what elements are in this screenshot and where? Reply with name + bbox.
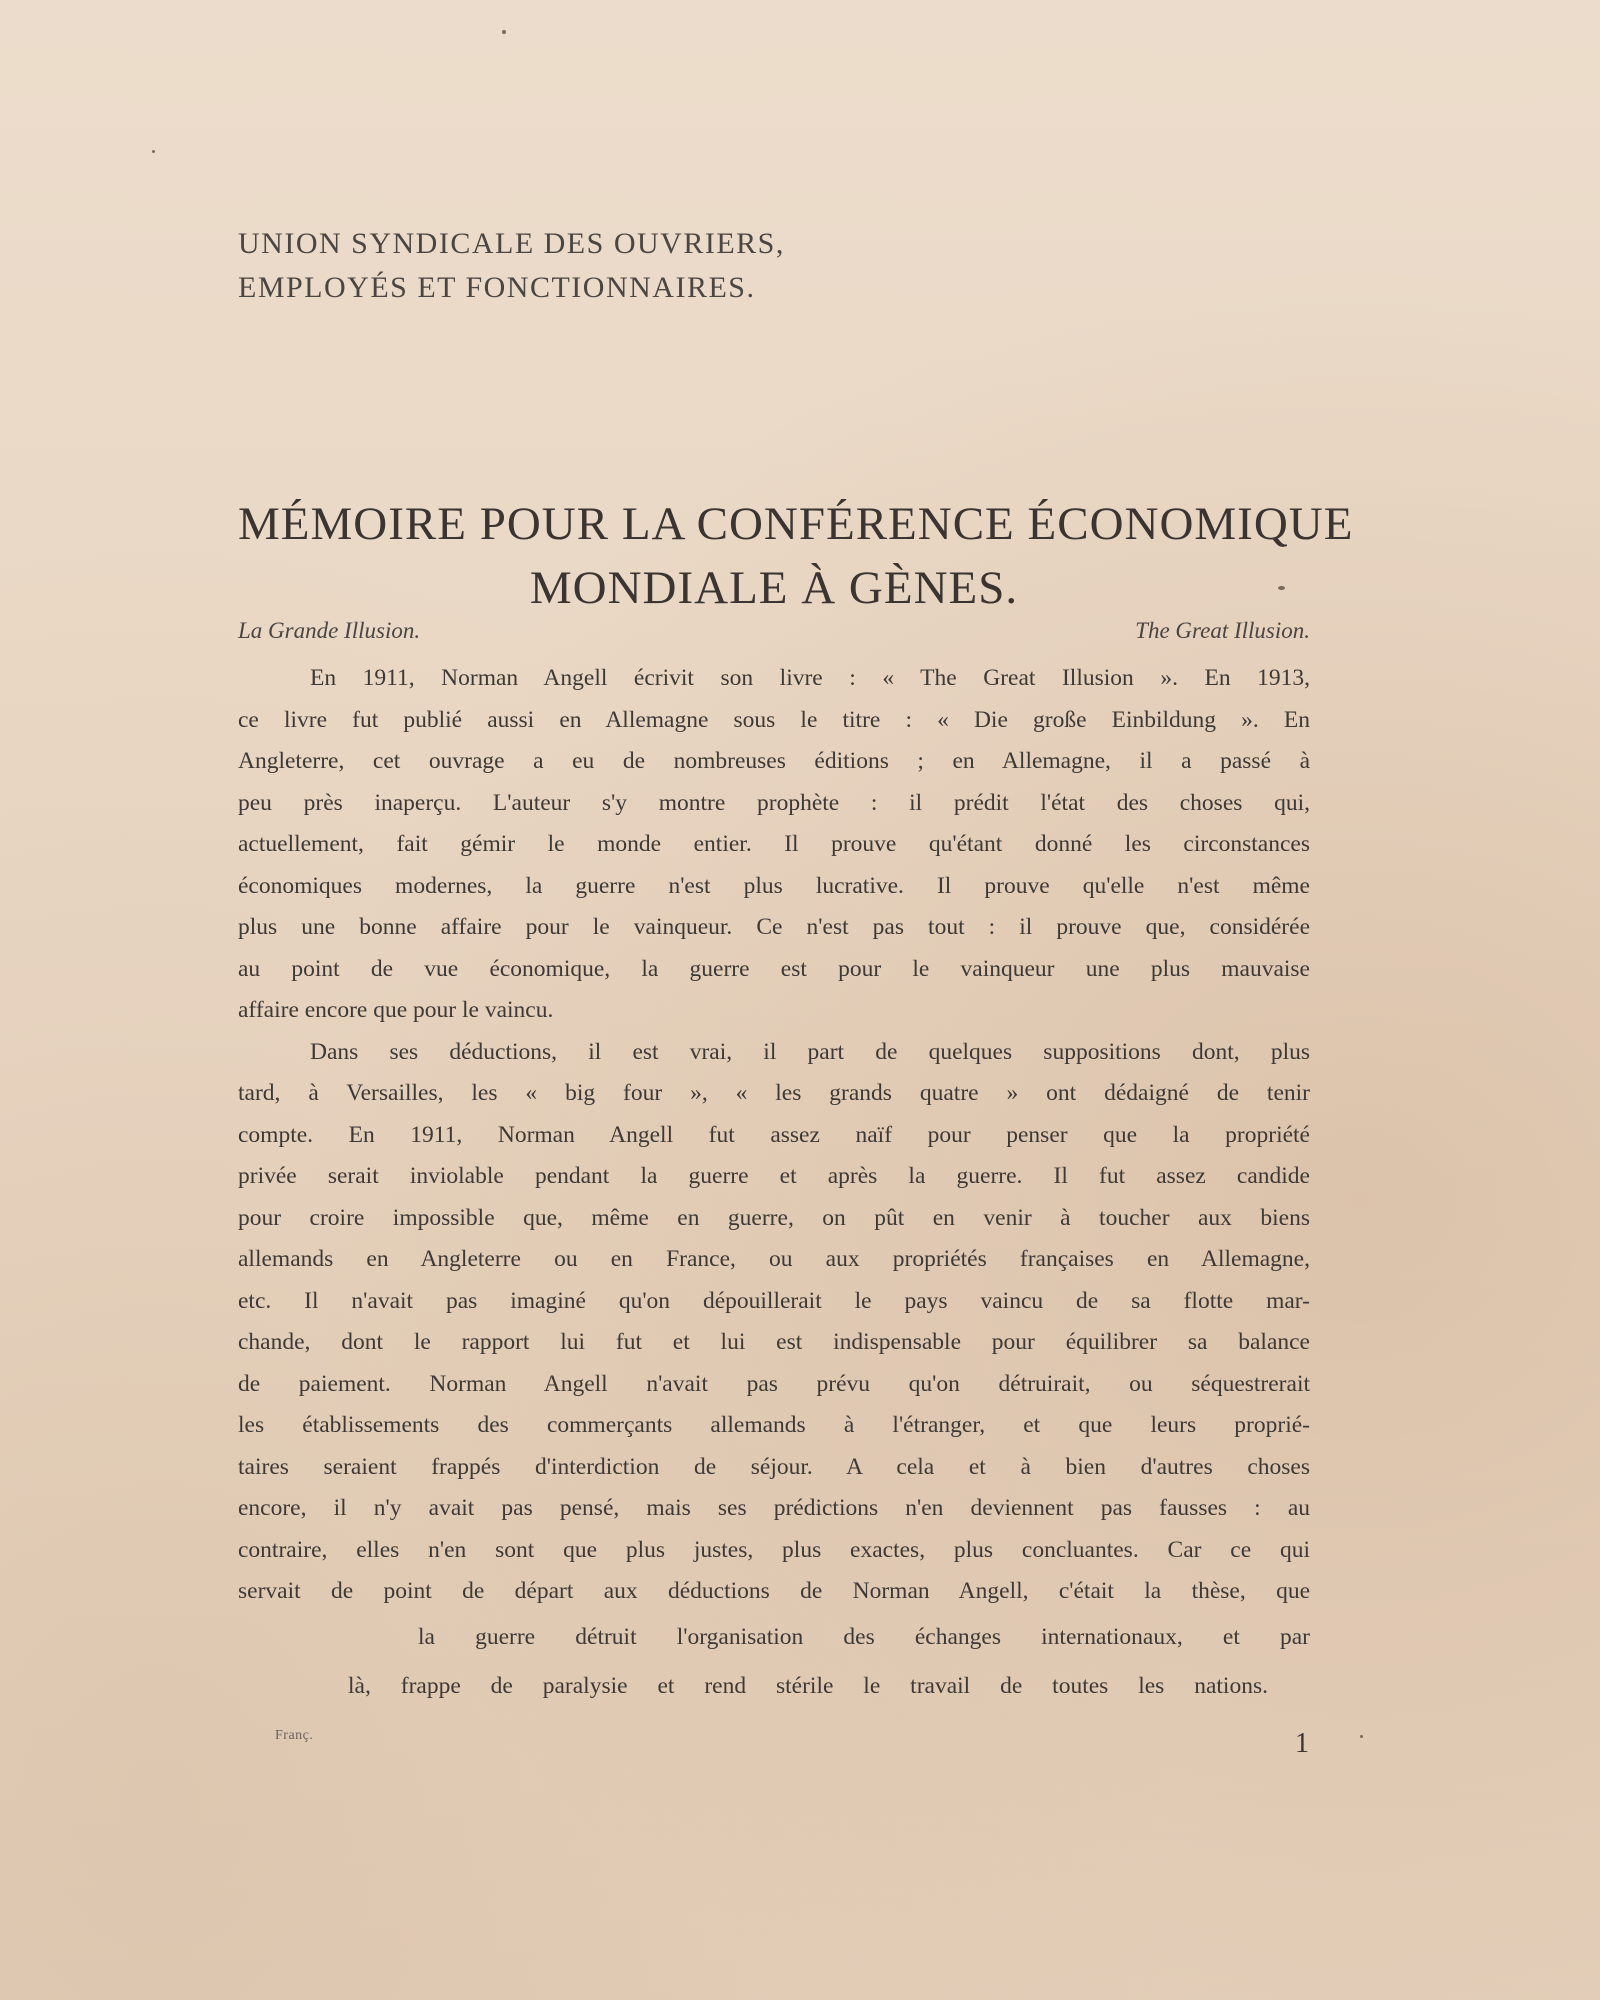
text-line: servait de point de départ aux déductions de Norman Angell, c'était la thèse, que bbox=[238, 1578, 1310, 1604]
paragraph-2 bbox=[238, 1032, 1310, 1613]
page-number: 1 bbox=[1295, 1728, 1309, 1759]
text-line: encore, il n'y avait pas pensé, mais ses prédictions n'en deviennent pas fausses : au bbox=[238, 1495, 1310, 1521]
text-line: allemands en Angleterre ou en France, ou aux propriétés françaises en Allemagne, bbox=[238, 1246, 1310, 1272]
document-title bbox=[238, 492, 1354, 620]
quote-line-2: là, frappe de paralysie et rend stérile le travail de toutes les nations. bbox=[348, 1673, 1268, 1699]
text-line: etc. Il n'avait pas imaginé qu'on dépouillerait le pays vaincu de sa flotte mar- bbox=[238, 1287, 1310, 1314]
paper-speck bbox=[1360, 1735, 1363, 1738]
text-line: Dans ses déductions, il est vrai, il part de quelques suppositions dont, plus bbox=[310, 1038, 1310, 1065]
text-line: peu près inaperçu. L'auteur s'y montre prophète : il prédit l'état des choses qui, bbox=[238, 789, 1310, 816]
org-line-1: UNION SYNDICALE DES OUVRIERS, bbox=[238, 227, 785, 260]
quote-line-1: la guerre détruit l'organisation des échanges internationaux, et par bbox=[418, 1624, 1310, 1650]
quote-line-2-container bbox=[348, 1666, 1268, 1708]
body-text bbox=[238, 658, 1310, 1613]
text-line: de paiement. Norman Angell n'avait pas prévu qu'on détruirait, ou séquestrerait bbox=[238, 1370, 1310, 1397]
text-line: pour croire impossible que, même en guerre, on pût en venir à toucher aux biens bbox=[238, 1204, 1310, 1231]
text-line: chande, dont le rapport lui fut et lui est indispensable pour équilibrer sa balance bbox=[238, 1329, 1310, 1355]
text-line: les établissements des commerçants allemands à l'étranger, et que leurs proprié- bbox=[238, 1412, 1310, 1438]
organization-heading bbox=[238, 222, 785, 310]
org-line-2: EMPLOYÉS ET FONCTIONNAIRES. bbox=[238, 271, 756, 304]
text-line: ce livre fut publié aussi en Allemagne sous le titre : « Die große Einbildung ». En bbox=[238, 706, 1310, 733]
paper-speck bbox=[152, 150, 155, 153]
footer-mark: Franç. bbox=[275, 1728, 314, 1743]
text-line: compte. En 1911, Norman Angell fut assez naïf pour penser que la propriété bbox=[238, 1121, 1310, 1148]
paragraph-1 bbox=[238, 658, 1310, 1032]
text-line: contraire, elles n'en sont que plus justes, plus exactes, plus concluantes. Car ce qui bbox=[238, 1536, 1310, 1563]
text-line: Angleterre, cet ouvrage a eu de nombreuses éditions ; en Allemagne, il a passé à bbox=[238, 748, 1310, 774]
title-line-1: MÉMOIRE POUR LA CONFÉRENCE ÉCONOMIQUE bbox=[238, 498, 1354, 550]
text-line: économiques modernes, la guerre n'est plus lucrative. Il prouve qu'elle n'est même bbox=[238, 872, 1310, 899]
text-line: affaire encore que pour le vaincu. bbox=[238, 997, 554, 1023]
text-line: actuellement, fait gémir le monde entier. Il prouve qu'étant donné les circonstances bbox=[238, 831, 1310, 857]
text-line: En 1911, Norman Angell écrivit son livre : « The Great Illusion ». En 1913, bbox=[310, 665, 1310, 691]
subtitle-french: La Grande Illusion. bbox=[238, 618, 421, 643]
title-line-2: MONDIALE À GÈNES. bbox=[529, 562, 1019, 614]
quote-line-1-container bbox=[418, 1617, 1310, 1659]
paper-speck bbox=[502, 30, 506, 34]
text-line: au point de vue économique, la guerre est pour le vainqueur une plus mauvaise bbox=[238, 955, 1310, 982]
paper-speck bbox=[1278, 586, 1285, 590]
subtitle-english: The Great Illusion. bbox=[1135, 618, 1310, 643]
text-line: plus une bonne affaire pour le vainqueur. Ce n'est pas tout : il prouve que, considérée bbox=[238, 914, 1310, 940]
text-line: taires seraient frappés d'interdiction de séjour. A cela et à bien d'autres choses bbox=[238, 1453, 1310, 1480]
text-line: privée serait inviolable pendant la guerre et après la guerre. Il fut assez candide bbox=[238, 1163, 1310, 1189]
text-line: tard, à Versailles, les « big four », « les grands quatre » ont dédaigné de tenir bbox=[238, 1080, 1310, 1106]
